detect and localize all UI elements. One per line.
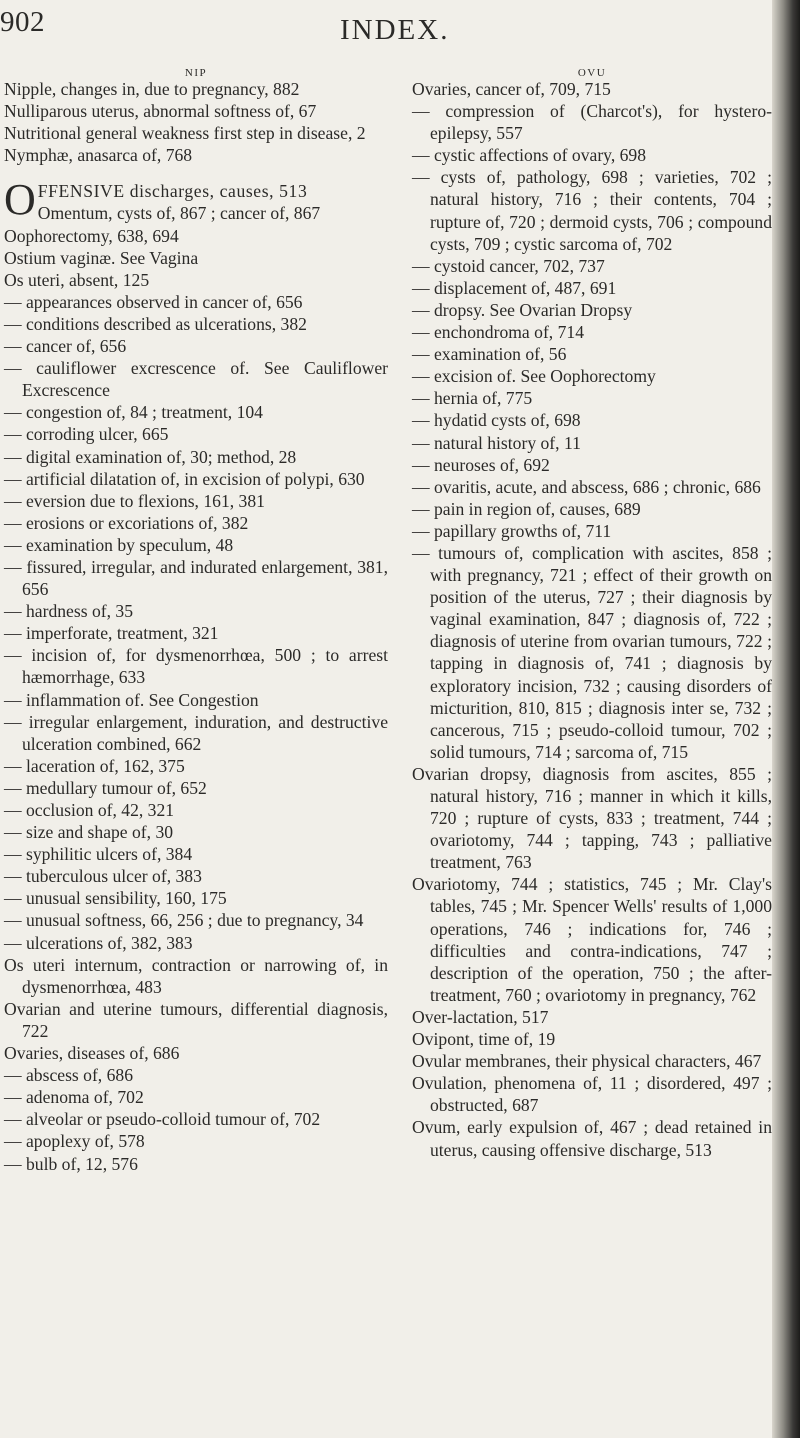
index-entry: — incision of, for dysmenorrhœa, 500 ; to arrest hæmorrhage, 633 <box>4 645 388 688</box>
index-entry: — hardness of, 35 <box>4 601 133 622</box>
index-entry: — artificial dilatation of, in excision of polypi, 630 <box>4 468 365 489</box>
right-entries <box>412 78 772 1161</box>
index-entry: — laceration of, 162, 375 <box>4 755 185 776</box>
index-entry: — ovaritis, acute, and abscess, 686 ; chronic, 686 <box>412 476 761 497</box>
index-entry: — alveolar or pseudo-colloid tumour of, 702 <box>4 1109 321 1130</box>
index-entry: Ovarian dropsy, diagnosis from ascites, 855 ; natural history, 716 ; manner in which it kills, 720 ; rupture of cysts, 833 ; treatment, 744 ; ovariotomy, 744 ; tapping, 743 ; palliative treatment, 763 <box>412 763 772 873</box>
index-entry: — ulcerations of, 382, 383 <box>4 932 193 953</box>
index-entry: — medullary tumour of, 652 <box>4 777 207 798</box>
index-entry: — tumours of, complication with ascites, 858 ; with pregnancy, 721 ; effect of their growth on position of the uterus, 727 ; their diagnosis by vaginal examination, 847 ; diagnosis of, 722 ; diagnosis of uterine from ovarian tumours, 722 ; tapping in diagnosis of, 741 ; diagnosis by exploratory incision, 732 ; causing disorders of micturition, 810, 815 ; diagnosis inter se, 732 ; cancerous, 715 ; pseudo-colloid tumour, 702 ; solid tumours, 714 ; sarcoma of, 715 <box>412 542 772 762</box>
index-entry: — unusual softness, 66, 256 ; due to pregnancy, 34 <box>4 910 364 931</box>
index-entry: — bulb of, 12, 576 <box>4 1153 138 1174</box>
index-entry: — hernia of, 775 <box>412 388 533 409</box>
index-entry: Os uteri internum, contraction or narrowing of, in dysmenorrhœa, 483 <box>4 954 388 997</box>
right-column <box>412 62 772 1161</box>
index-entry: — examination of, 56 <box>412 344 567 365</box>
index-entry: Ostium vaginæ. See Vagina <box>4 247 199 268</box>
index-entry: — inflammation of. See Congestion <box>4 689 259 710</box>
index-entry-text: FFENSIVE discharges, causes, 513 <box>37 181 308 202</box>
index-entry: — natural history of, 11 <box>412 432 581 453</box>
index-entry: — examination by speculum, 48 <box>4 534 234 555</box>
index-entry: — unusual sensibility, 160, 175 <box>4 888 227 909</box>
index-entry: — papillary growths of, 711 <box>412 520 612 541</box>
index-entry: — congestion of, 84 ; treatment, 104 <box>4 402 263 423</box>
running-title: INDEX. <box>340 14 450 46</box>
index-entry: — irregular enlargement, induration, and destructive ulceration combined, 662 <box>4 711 388 754</box>
index-entry: Ovaries, diseases of, 686 <box>4 1043 180 1064</box>
o-section <box>4 175 388 1174</box>
index-entry: — digital examination of, 30; method, 28 <box>4 446 297 467</box>
index-entry: — apoplexy of, 578 <box>4 1131 145 1152</box>
index-entry: — tuberculous ulcer of, 383 <box>4 866 202 887</box>
index-entry: Ovular membranes, their physical characters, 467 <box>412 1051 762 1072</box>
index-entry: — cancer of, 656 <box>4 336 127 357</box>
index-entry: — cystic affections of ovary, 698 <box>412 145 647 166</box>
index-entry: Nymphæ, anasarca of, 768 <box>4 145 193 166</box>
index-entry: Os uteri, absent, 125 <box>4 269 150 290</box>
column-heading-right: OVU <box>577 67 607 79</box>
index-entry: Ovaries, cancer of, 709, 715 <box>412 79 611 99</box>
index-entry: — enchondroma of, 714 <box>412 322 584 343</box>
page-number: 902 <box>0 6 45 38</box>
index-entry: — cystoid cancer, 702, 737 <box>412 255 605 276</box>
index-entry: — cysts of, pathology, 698 ; varieties, 702 ; natural history, 716 ; their contents, 704 ; rupture of, 720 ; dermoid cysts, 706 ; compound cysts, 709 ; cystic sarcoma of, 702 <box>412 167 772 254</box>
index-entry: — occlusion of, 42, 321 <box>4 800 175 820</box>
index-entry: — size and shape of, 30 <box>4 822 174 843</box>
index-entry: — pain in region of, causes, 689 <box>412 498 641 519</box>
index-entry: Ovum, early expulsion of, 467 ; dead retained in uterus, causing offensive discharge, 513 <box>412 1117 772 1160</box>
index-entry: — eversion due to flexions, 161, 381 <box>4 490 265 511</box>
index-entry: — fissured, irregular, and indurated enlargement, 381, 656 <box>4 556 388 600</box>
index-entry: — cauliflower excrescence of. See Cauliflower Excrescence <box>4 358 388 401</box>
index-entry: — abscess of, 686 <box>4 1065 133 1086</box>
index-entry: — corroding ulcer, 665 <box>4 424 169 445</box>
index-entry: — adenoma of, 702 <box>4 1087 144 1108</box>
drop-cap-letter: O <box>4 175 36 225</box>
column-heading-left: NIP <box>184 67 208 79</box>
index-entry: — appearances observed in cancer of, 656 <box>4 291 303 312</box>
index-entry: — compression of (Charcot's), for hystero-epilepsy, 557 <box>412 101 772 144</box>
index-entry: Nipple, changes in, due to pregnancy, 882 <box>4 79 300 99</box>
index-entry: Ovipont, time of, 19 <box>412 1029 556 1050</box>
index-entry: — conditions described as ulcerations, 382 <box>4 313 307 334</box>
index-entry: — hydatid cysts of, 698 <box>412 410 581 431</box>
index-entry: Ovulation, phenomena of, 11 ; disordered, 497 ; obstructed, 687 <box>412 1073 772 1116</box>
left-column <box>4 62 388 1175</box>
index-entry: Omentum, cysts of, 867 ; cancer of, 867 <box>37 203 321 224</box>
index-entry: Nulliparous uterus, abnormal softness of, 67 <box>4 101 317 122</box>
index-entry: Ovariotomy, 744 ; statistics, 745 ; Mr. Clay's tables, 745 ; Mr. Spencer Wells' results of 1,000 operations, 746 ; indications for, 746 ; difficulties and contra-indications, 747 ; description of the operation, 750 ; the after-treatment, 760 ; ovariotomy in pregnancy, 762 <box>412 874 772 1005</box>
index-entry: — syphilitic ulcers of, 384 <box>4 844 193 865</box>
index-entry: Over-lactation, 517 <box>412 1006 549 1027</box>
index-entry: Oophorectomy, 638, 694 <box>4 225 179 246</box>
index-entry: — erosions or excoriations of, 382 <box>4 512 249 533</box>
index-entry: — excision of. See Oophorectomy <box>412 366 656 387</box>
o-entries <box>4 202 388 1174</box>
index-entry: — displacement of, 487, 691 <box>412 277 617 298</box>
index-entry: — neuroses of, 692 <box>412 454 550 475</box>
index-entry: — dropsy. See Ovarian Dropsy <box>412 299 633 320</box>
nip-entries <box>4 78 388 166</box>
index-entry: — imperforate, treatment, 321 <box>4 623 219 644</box>
index-entry: Ovarian and uterine tumours, differential diagnosis, 722 <box>4 998 388 1041</box>
index-entry: Nutritional general weakness first step in disease, 2 <box>4 123 366 144</box>
page-edge-shadow <box>772 0 800 1438</box>
